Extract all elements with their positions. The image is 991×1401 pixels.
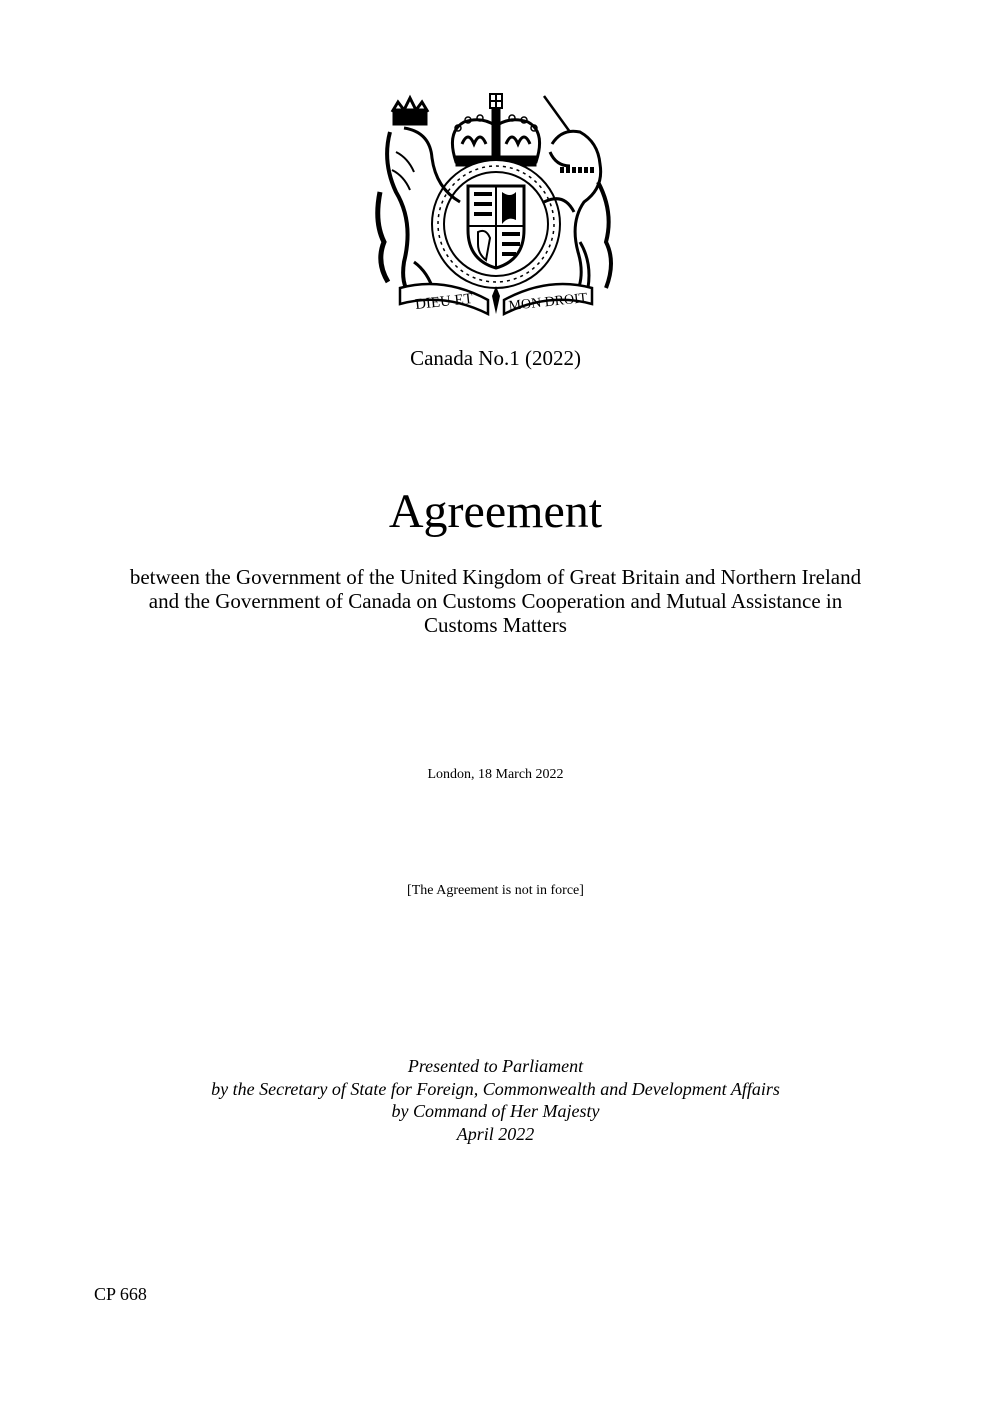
place-and-date: London, 18 March 2022 [427,767,564,782]
document-title: Agreement [388,485,603,538]
status-note: [The Agreement is not in force] [407,883,584,898]
command-paper-number: CP 668 [94,1284,147,1304]
motto-scroll-icon [400,284,592,314]
royal-coat-of-arms-icon [374,92,618,320]
crown-icon [452,94,539,166]
subtitle-line: and the Government of Canada on Customs Cooperation and Mutual Assistance in [148,589,843,613]
presentation-line: April 2022 [456,1123,535,1144]
presentation-line: by the Secretary of State for Foreign, Commonwealth and Development Affairs [211,1078,780,1099]
shield-icon [468,186,524,268]
presentation-line: Presented to Parliament [407,1056,584,1076]
subtitle-line: between the Government of the United Kingdom of Great Britain and Northern Ireland [129,565,862,589]
subtitle-line: Customs Matters [424,613,567,637]
presentation-statement [0,1055,991,1145]
series-number: Canada No.1 (2022) [410,346,581,370]
svg-text:DIEU ET: DIEU ET [414,291,474,313]
svg-text:MON DROIT: MON DROIT [508,290,589,315]
presentation-line: by Command of Her Majesty [391,1101,600,1121]
document-subtitle [60,565,931,637]
